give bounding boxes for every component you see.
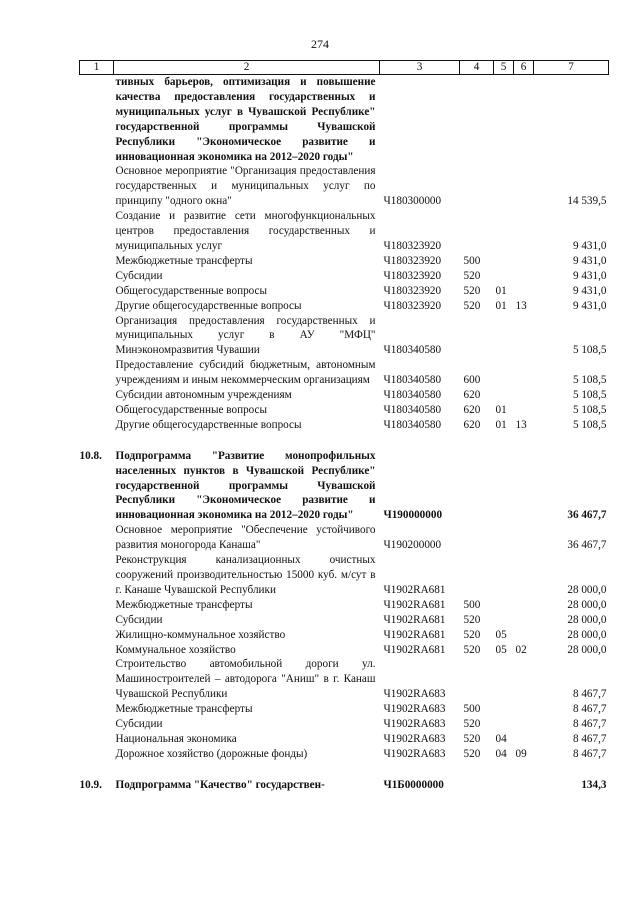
row-target-code: Ч1902RA681: [383, 613, 446, 626]
row-description: Общегосударственные вопросы: [115, 284, 268, 297]
row-subsection: 13: [515, 418, 527, 431]
row-description: Создание и развитие сети многофункциональных центров предоставления государственных и муниципальных услуг: [115, 210, 376, 252]
row-expense-type: 520: [463, 269, 481, 282]
row-amount: 9 431,0: [572, 284, 607, 297]
row-number: [80, 657, 114, 702]
row-section: [494, 358, 514, 388]
row-section: [494, 613, 514, 628]
column-number-6: 6: [514, 61, 534, 75]
row-subsection: 13: [515, 299, 527, 312]
row-expense-type: [460, 523, 494, 553]
row-description: Субсидии автономным учреждениям: [115, 389, 292, 402]
table-row: [80, 449, 609, 524]
row-section: 05: [495, 643, 507, 656]
table-row: [80, 598, 609, 613]
row-expense-type: 500: [463, 254, 481, 267]
column-number-1: 1: [80, 61, 114, 75]
row-amount: 8 467,7: [572, 732, 607, 745]
column-number-4: 4: [460, 61, 494, 75]
row-subsection: [514, 388, 534, 403]
row-target-code: Ч1902RA681: [383, 643, 446, 656]
row-description: Субсидии: [115, 269, 163, 282]
row-number: [80, 209, 114, 254]
row-subsection: [514, 314, 534, 359]
row-spacer-cell: [80, 762, 609, 778]
table-row: [80, 418, 609, 433]
table-row: [80, 209, 609, 254]
row-description: Межбюджетные трансферты: [115, 254, 253, 267]
row-section: [494, 657, 514, 702]
row-target-code: Ч180323920: [383, 284, 442, 297]
row-description: Другие общегосударственные вопросы: [115, 299, 302, 312]
row-expense-type: [460, 657, 494, 702]
table-row: [80, 643, 609, 658]
row-description: Общегосударственные вопросы: [115, 403, 268, 416]
row-subsection: [514, 449, 534, 524]
table-row: [80, 523, 609, 553]
row-expense-type: [460, 449, 494, 524]
row-description: Строительство автомобильной дороги ул. Машиностроителей – автодорога "Аниш" в г. Канаш Чувашской Республики: [115, 658, 376, 701]
row-subsection: [514, 75, 534, 165]
row-expense-type: 600: [463, 374, 481, 387]
row-expense-type: 620: [463, 418, 481, 431]
row-description: тивных барьеров, оптимизация и повышение качества предоставления государственных и муниципальных услуг в Чувашской Республике" государственной программы Чувашской Республики "Экономическое развитие и инновационная экономика на 2012–2020 годы": [115, 76, 376, 163]
row-section: 01: [495, 299, 507, 312]
table-row: [80, 164, 609, 209]
row-target-code: Ч1902RA683: [383, 732, 446, 745]
row-amount: 8 467,7: [572, 703, 607, 716]
row-target-code: Ч180323920: [383, 269, 442, 282]
row-target-code: Ч180323920: [383, 254, 442, 267]
column-number-3: 3: [380, 61, 460, 75]
table-row: [80, 613, 609, 628]
row-target-code: Ч180340580: [383, 374, 442, 387]
row-subsection: [514, 598, 534, 613]
table-row: [80, 778, 609, 793]
row-target-code: Ч180340580: [383, 344, 442, 357]
row-section: [494, 388, 514, 403]
row-subsection: [514, 403, 534, 418]
row-subsection: [514, 732, 534, 747]
row-amount: 134,3: [581, 778, 607, 791]
row-subsection: [514, 523, 534, 553]
row-expense-type: [460, 778, 494, 793]
row-amount: 5 108,5: [572, 403, 607, 416]
table-row: [80, 732, 609, 747]
row-subsection: 02: [515, 643, 527, 656]
row-target-code: Ч1902RA683: [383, 688, 446, 701]
row-target-code: Ч190200000: [383, 539, 442, 552]
column-number-5: 5: [494, 61, 514, 75]
row-description: Реконструкция канализационных очистных сооружений производительностью 15000 куб. м/сут в г. Канаше Чувашской Республики: [115, 554, 376, 596]
row-number: [80, 598, 114, 613]
row-section: [494, 778, 514, 793]
row-number: [80, 747, 114, 762]
row-section: [494, 717, 514, 732]
row-description: Предоставление субсидий бюджетным, автономным учреждениям и иным некоммерческим организациям: [115, 359, 376, 387]
row-target-code: Ч1902RA683: [383, 747, 446, 760]
row-number: [80, 643, 114, 658]
row-section: [494, 598, 514, 613]
column-number-header: [80, 61, 609, 75]
table-row: [80, 628, 609, 643]
budget-table-body: [80, 61, 609, 793]
row-number: [80, 732, 114, 747]
row-number: [80, 299, 114, 314]
row-amount: 28 000,0: [567, 583, 607, 596]
row-section: 01: [495, 284, 507, 297]
row-amount: 8 467,7: [572, 718, 607, 731]
row-target-code: Ч180300000: [383, 195, 442, 208]
row-target-code: Ч1Б0000000: [383, 778, 444, 791]
row-expense-type: 620: [463, 403, 481, 416]
row-target-code: Ч1902RA681: [383, 628, 446, 641]
table-row: [80, 388, 609, 403]
row-number: 10.9.: [79, 778, 102, 791]
row-spacer-cell: [80, 433, 609, 449]
row-subsection: [514, 164, 534, 209]
row-amount: 8 467,7: [572, 747, 607, 760]
row-spacer: [80, 433, 609, 449]
row-description: Субсидии: [115, 613, 163, 626]
row-amount: 8 467,7: [572, 688, 607, 701]
row-amount: 5 108,5: [572, 418, 607, 431]
row-target-code: Ч1902RA681: [383, 598, 446, 611]
row-target-code: [380, 75, 460, 165]
row-subsection: 09: [515, 747, 527, 760]
table-row: [80, 717, 609, 732]
row-subsection: [514, 284, 534, 299]
row-amount: 5 108,5: [572, 389, 607, 402]
column-number-2: 2: [114, 61, 380, 75]
table-row: [80, 254, 609, 269]
budget-table: [79, 60, 609, 793]
row-subsection: [514, 717, 534, 732]
row-target-code: Ч180340580: [383, 403, 442, 416]
row-expense-type: 520: [463, 284, 481, 297]
row-section: [494, 314, 514, 359]
row-target-code: Ч1902RA683: [383, 718, 446, 731]
row-amount: 5 108,5: [572, 344, 607, 357]
row-amount: 28 000,0: [567, 613, 607, 626]
row-target-code: Ч180323920: [383, 239, 442, 252]
table-row: [80, 299, 609, 314]
row-amount: 9 431,0: [572, 299, 607, 312]
row-amount: 36 467,7: [567, 509, 607, 522]
row-number: [80, 702, 114, 717]
row-subsection: [514, 269, 534, 284]
row-target-code: Ч180340580: [383, 389, 442, 402]
row-amount: 36 467,7: [567, 539, 607, 552]
table-row: [80, 269, 609, 284]
row-section: 01: [495, 403, 507, 416]
row-expense-type: 520: [463, 613, 481, 626]
row-number: [80, 284, 114, 299]
row-description: Основное мероприятие "Обеспечение устойчивого развития моногорода Канаша": [115, 524, 376, 552]
row-description: Межбюджетные трансферты: [115, 703, 253, 716]
row-expense-type: [460, 314, 494, 359]
row-subsection: [514, 702, 534, 717]
row-description: Межбюджетные трансферты: [115, 598, 253, 611]
row-amount: 5 108,5: [572, 374, 607, 387]
table-row: [80, 553, 609, 598]
row-expense-type: [460, 209, 494, 254]
row-amount: 28 000,0: [567, 598, 607, 611]
table-row: [80, 358, 609, 388]
row-number: [80, 269, 114, 284]
row-number: [80, 628, 114, 643]
row-expense-type: 500: [463, 703, 481, 716]
table-row: [80, 657, 609, 702]
row-expense-type: 520: [463, 643, 481, 656]
row-expense-type: 500: [463, 598, 481, 611]
row-number: [80, 613, 114, 628]
row-subsection: [514, 613, 534, 628]
row-amount: 14 539,5: [567, 195, 607, 208]
row-number: [80, 403, 114, 418]
row-expense-type: 520: [463, 747, 481, 760]
row-section: [494, 164, 514, 209]
row-section: [494, 209, 514, 254]
row-number: [80, 314, 114, 359]
row-amount: 9 431,0: [572, 254, 607, 267]
row-number: [80, 75, 114, 165]
row-description: Жилищно-коммунальное хозяйство: [115, 628, 286, 641]
row-amount: 28 000,0: [567, 628, 607, 641]
row-target-code: Ч1902RA681: [383, 583, 446, 596]
row-amount: [534, 75, 609, 165]
row-subsection: [514, 553, 534, 598]
row-expense-type: 520: [463, 299, 481, 312]
row-description: Организация предоставления государственных и муниципальных услуг в АУ "МФЦ" Минэкономразвития Чувашии: [115, 314, 376, 357]
row-expense-type: 620: [463, 389, 481, 402]
row-number: [80, 164, 114, 209]
row-section: [494, 449, 514, 524]
table-row: [80, 75, 609, 165]
row-amount: 28 000,0: [567, 643, 607, 656]
row-section: [494, 254, 514, 269]
row-section: [494, 75, 514, 165]
row-description: Субсидии: [115, 718, 163, 731]
row-section: [494, 523, 514, 553]
row-subsection: [514, 628, 534, 643]
row-number: [80, 254, 114, 269]
table-row: [80, 314, 609, 359]
row-section: [494, 702, 514, 717]
row-number: [80, 358, 114, 388]
column-number-7: 7: [534, 61, 609, 75]
row-description: Дорожное хозяйство (дорожные фонды): [115, 747, 308, 760]
row-target-code: Ч1902RA683: [383, 703, 446, 716]
row-target-code: Ч180323920: [383, 299, 442, 312]
table-row: [80, 747, 609, 762]
row-subsection: [514, 778, 534, 793]
row-expense-type: 520: [463, 732, 481, 745]
row-number: [80, 388, 114, 403]
row-subsection: [514, 358, 534, 388]
row-amount: 9 431,0: [572, 269, 607, 282]
row-target-code: Ч180340580: [383, 418, 442, 431]
row-section: 01: [495, 418, 507, 431]
row-target-code: Ч190000000: [383, 509, 443, 522]
row-number: [80, 418, 114, 433]
row-subsection: [514, 254, 534, 269]
table-row: [80, 702, 609, 717]
row-number: 10.8.: [79, 449, 102, 462]
row-amount: 9 431,0: [572, 239, 607, 252]
row-expense-type: [460, 164, 494, 209]
row-subsection: [514, 657, 534, 702]
row-number: [80, 553, 114, 598]
row-section: 05: [495, 628, 507, 641]
row-section: [494, 269, 514, 284]
row-number: [80, 717, 114, 732]
row-description: Подпрограмма "Качество" государствен-: [115, 778, 325, 791]
row-description: Другие общегосударственные вопросы: [115, 418, 302, 431]
table-row: [80, 284, 609, 299]
row-subsection: [514, 209, 534, 254]
row-description: Коммунальное хозяйство: [115, 643, 236, 656]
table-row: [80, 403, 609, 418]
row-number: [80, 523, 114, 553]
row-description: Национальная экономика: [115, 732, 237, 745]
row-expense-type: 520: [463, 628, 481, 641]
row-section: 04: [495, 747, 507, 760]
row-expense-type: 520: [463, 718, 481, 731]
row-expense-type: [460, 553, 494, 598]
page-number: 274: [311, 37, 329, 51]
row-section: [494, 553, 514, 598]
row-description: Основное мероприятие "Организация предоставления государственных и муниципальных услуг по принципу "одного окна": [115, 165, 376, 208]
row-description: Подпрограмма "Развитие монопрофильных населенных пунктов в Чувашской Республике" государственной программы Чувашской Республики "Экономическое развитие и инновационная экономика на 2012–2020 годы": [115, 449, 376, 522]
row-expense-type: [460, 75, 494, 165]
row-section: 04: [495, 732, 507, 745]
row-spacer: [80, 762, 609, 778]
